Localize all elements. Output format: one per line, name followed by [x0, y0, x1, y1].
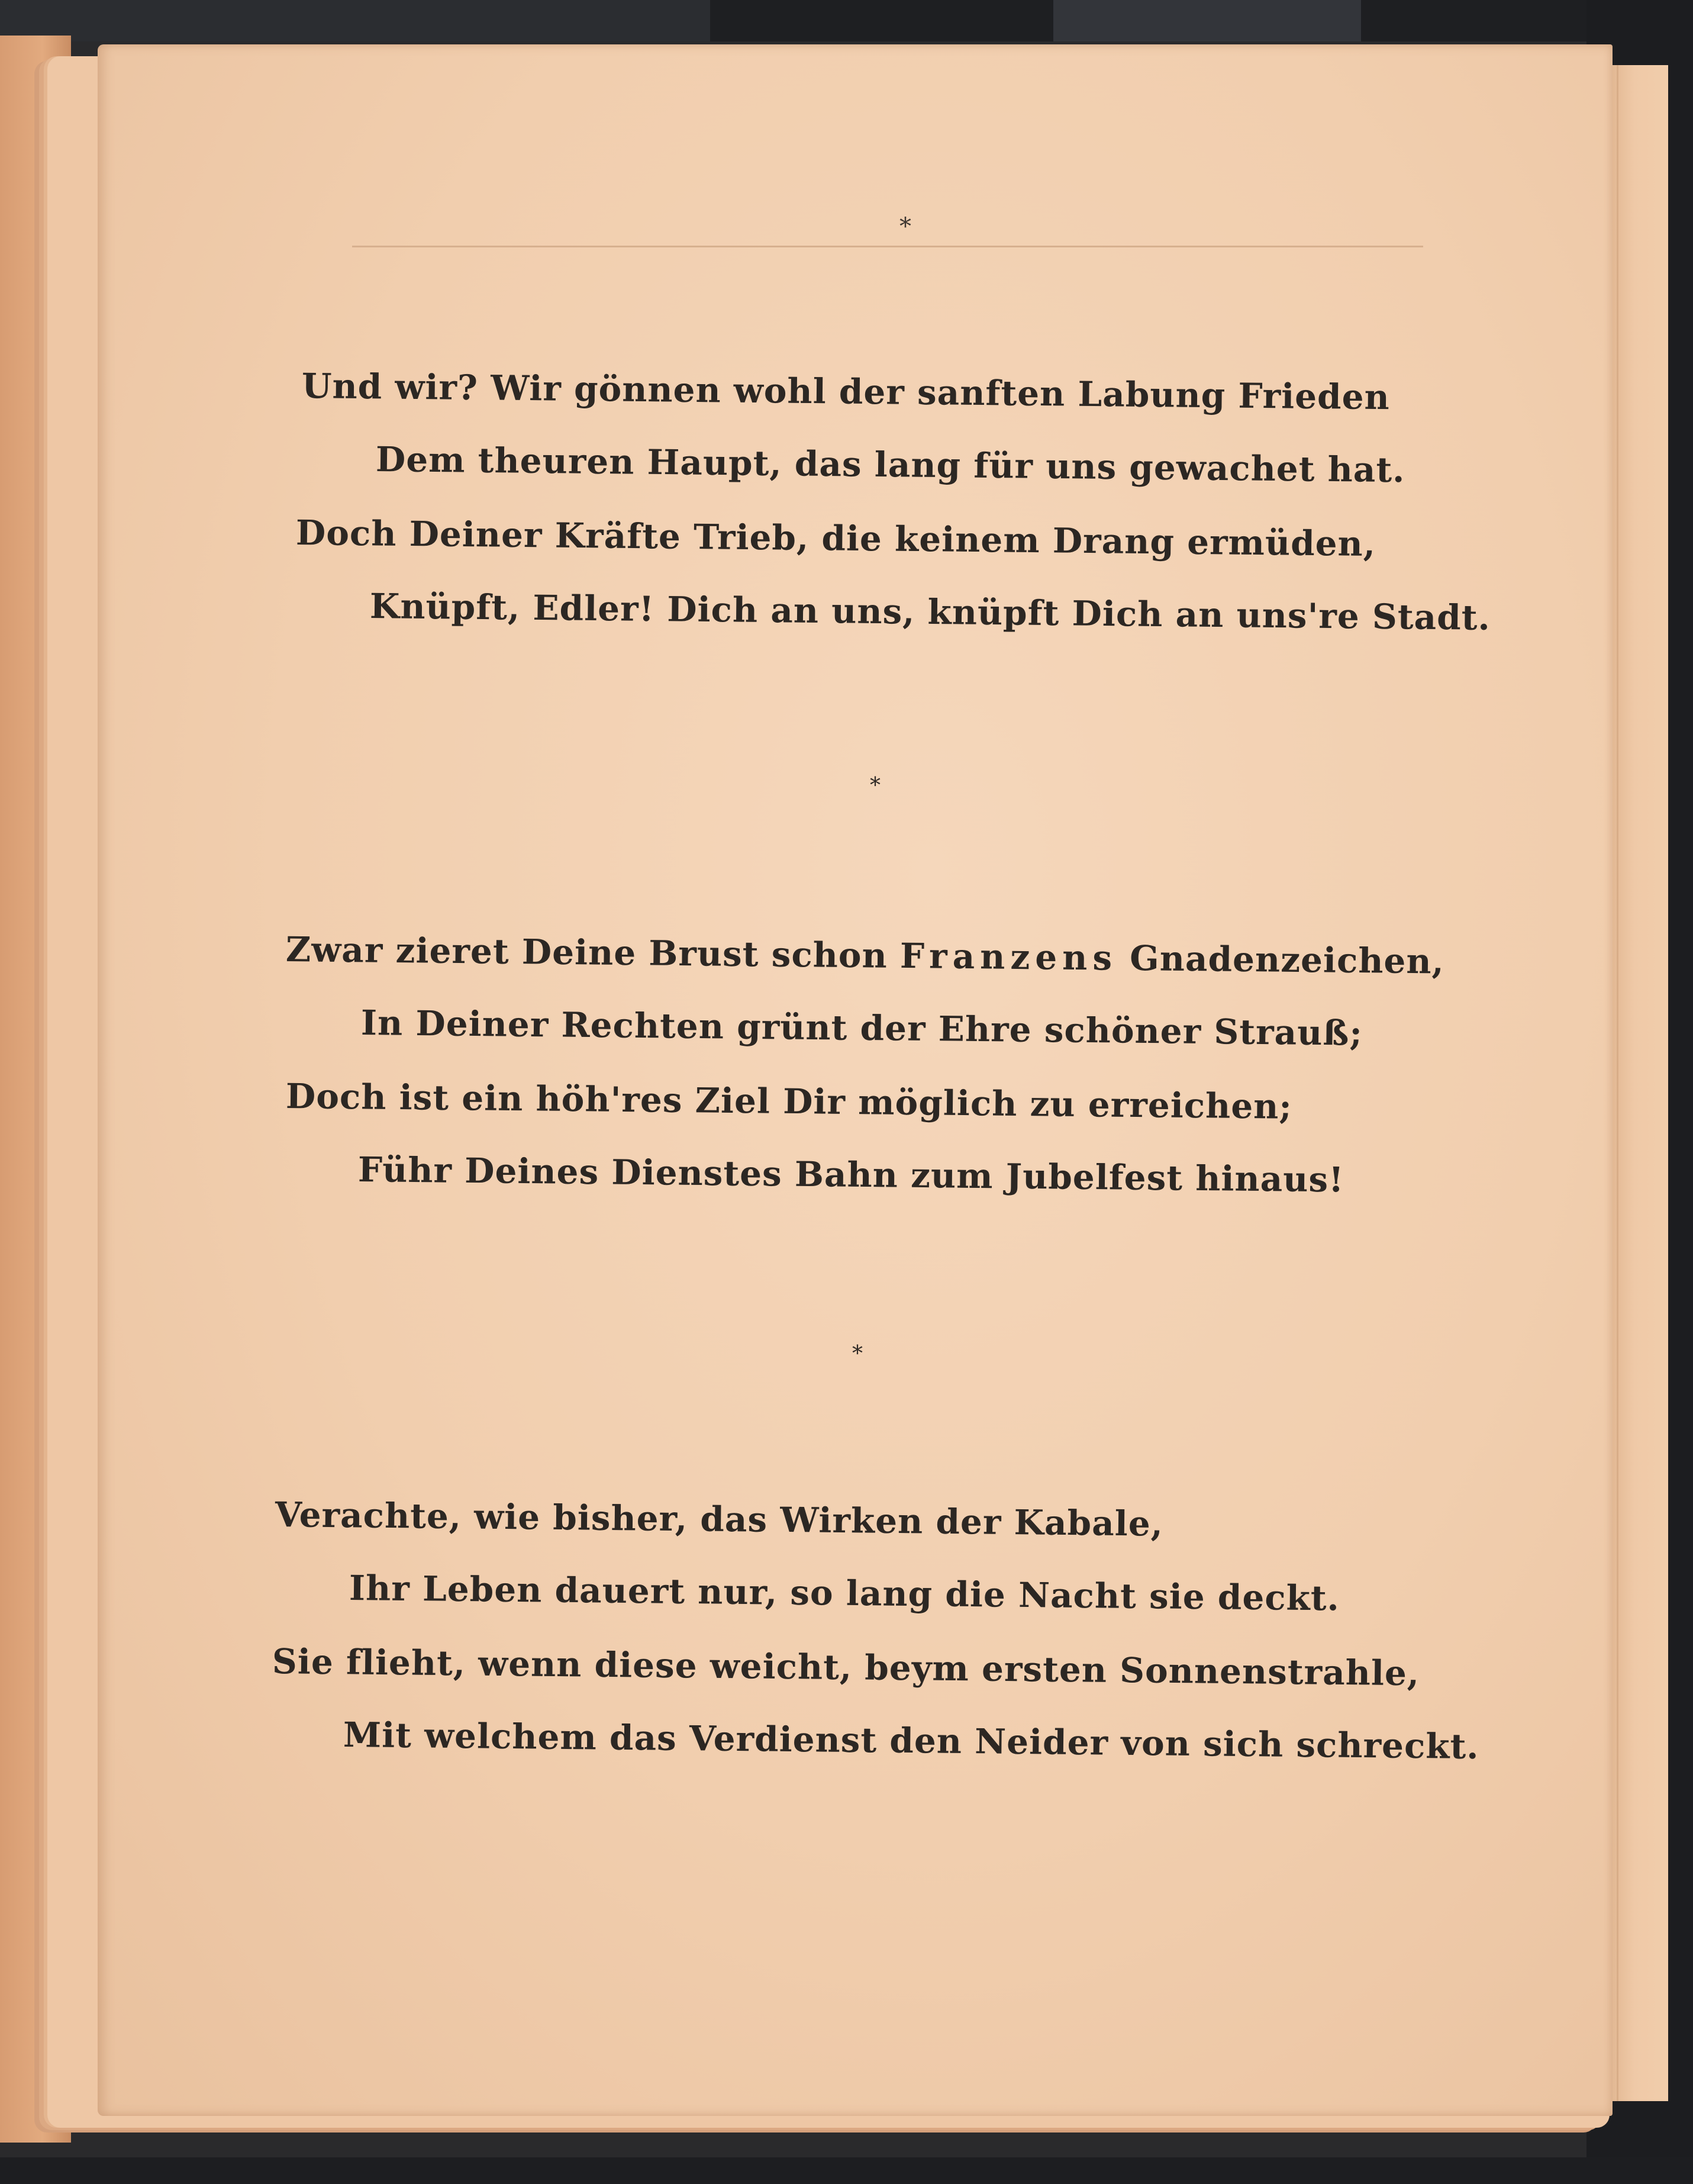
verse-line: Doch Deiner Kräfte Trieb, die keinem Drang ermüden,: [295, 513, 1376, 565]
scan-background-top: [0, 0, 1693, 41]
ornament: *: [852, 1342, 863, 1366]
verse-line: In Deiner Rechten grünt der Ehre schöner Strauß;: [360, 1003, 1363, 1054]
header-rule: [352, 246, 1423, 247]
book-page: [98, 44, 1613, 2116]
verse-text: Gnadenzeichen,: [1129, 938, 1445, 982]
verse-line: [285, 929, 1445, 982]
header-mark: *: [899, 213, 911, 240]
verse-line: Sie flieht, wenn diese weicht, beym ersten Sonnenstrahle,: [272, 1641, 1420, 1694]
verse-text: Zwar zieret Deine Brust schon: [285, 929, 888, 976]
verse-line: Ihr Leben dauert nur, so lang die Nacht sie deckt.: [349, 1568, 1340, 1619]
emphasized-name: Franzens: [899, 935, 1118, 978]
verse-line: Führ Deines Dienstes Bahn zum Jubelfest hinaus!: [357, 1149, 1344, 1200]
scan-background-bottom: [0, 2157, 1693, 2184]
scan-background-segment: [1053, 0, 1361, 41]
scan-background-segment: [0, 0, 710, 41]
verse-line: Und wir? Wir gönnen wohl der sanften Labung Frieden: [301, 366, 1391, 418]
ornament: *: [870, 774, 881, 798]
verse-line: Knüpft, Edler! Dich an uns, knüpft Dich an uns're Stadt.: [369, 586, 1491, 638]
verse-line: Dem theuren Haupt, das lang für uns gewachet hat.: [375, 439, 1405, 491]
verse-line: Verachte, wie bisher, das Wirken der Kabale,: [275, 1494, 1164, 1544]
verse-line: Mit welchem das Verdienst den Neider von sich schreckt.: [343, 1715, 1479, 1767]
verse-line: Doch ist ein höh'res Ziel Dir möglich zu erreichen;: [285, 1076, 1293, 1127]
next-page-edge: [1610, 65, 1668, 2101]
